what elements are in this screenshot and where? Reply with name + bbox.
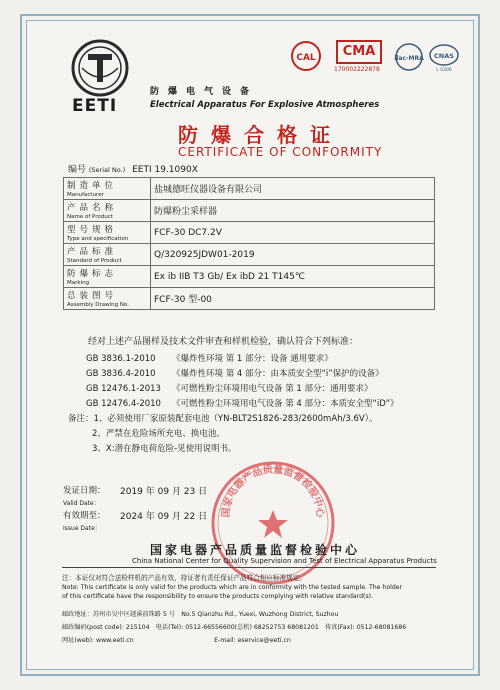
- standard-value: Q/320925JDW01-2019: [151, 244, 435, 266]
- ilac-mark-icon: [394, 42, 424, 72]
- standard-item: GB 3836.4-2010 《爆炸性环境 第 4 部分：由本质安全型“i”保护的设备》: [86, 369, 384, 379]
- authority-name-en: China National Center for Quality Supervision and Test of Electrical Apparatus Products: [132, 557, 437, 565]
- valid-date-label: 有效期至： Issue Date：: [63, 511, 106, 532]
- official-seal-icon: [208, 458, 338, 588]
- footer-address: 邮政地址：苏州市吴中区越溪前珠路 5 号 No.5 Qianzhu Rd., Yuexi, Wuzhong District, Suzhou: [62, 611, 339, 618]
- subtitle-cn: 防爆电气设备: [150, 87, 259, 97]
- table-row: 产品标准 Standard of Product Q/320925JDW01-2019: [64, 244, 435, 266]
- conformity-intro: 经对上述产品图样及技术文件审查和样机检验，确认符合下列标准：: [88, 337, 359, 347]
- manufacturer-value: 盐城德旺仪器设备有限公司: [151, 178, 435, 200]
- table-row: 防爆标志 Marking Ex ib IIB T3 Gb/ Ex ibD 21 T145℃: [64, 266, 435, 288]
- remark-2: 2、严禁在危险场所充电、换电池。: [92, 429, 225, 439]
- cma-code: 170002222878: [334, 66, 380, 73]
- remark-1: 备注：1、必须使用厂家原装配套电池（YN-BLT2S1826-283/2600mAh/3.6V）。: [68, 414, 378, 424]
- table-row: 总装图号 Assembly Drawing No. FCF-30 型-00: [64, 288, 435, 310]
- cal-mark-icon: [290, 40, 322, 72]
- table-row: 型号规格 Type and specification FCF-30 DC7.2V: [64, 222, 435, 244]
- issue-date-value: 2019 年 09 月 23 日: [120, 487, 208, 497]
- subtitle-en: Electrical Apparatus For Explosive Atmospheres: [150, 100, 380, 110]
- product-info-table: [63, 177, 435, 310]
- svg-text:CNAS: CNAS: [434, 52, 454, 60]
- marking-value: Ex ib IIB T3 Gb/ Ex ibD 21 T145℃: [151, 266, 435, 288]
- type-spec-value: FCF-30 DC7.2V: [151, 222, 435, 244]
- serial-value: EETI 19.1090X: [132, 165, 198, 175]
- remark-3: 3、X:潜在静电荷危险-见使用说明书。: [92, 444, 237, 454]
- cma-mark-icon: CMA: [336, 40, 382, 64]
- footer-contact-1: 邮政编码(post code): 215104 电话(Tel): 0512-66556600(总机) 68252753 68081201 传真(Fax): 0512-68081686: [62, 624, 407, 631]
- svg-text:ilac-MRA: ilac-MRA: [394, 55, 424, 62]
- serial-label-en: (Serial No.): [88, 166, 126, 174]
- issue-date-label: 发证日期： Valid Date：: [63, 486, 106, 507]
- accreditation-marks: [290, 40, 460, 80]
- svg-text:国家电器产品质量监督检验中心: 国家电器产品质量监督检验中心: [220, 464, 326, 519]
- footer-note-cn: 注：本证仅对符合送检样机的产品有效，持证者有责任保证产品符合相应标准规定。: [62, 574, 306, 582]
- divider: [62, 567, 436, 568]
- standard-item: GB 12476.4-2010 《可燃性粉尘环境用电气设备 第 4 部分：本质安全型“iD”》: [86, 399, 399, 409]
- eeti-logo-icon: [70, 38, 130, 98]
- footer-contact-2: 网址(web): www.eeti.cn E-mail: eservice@eeti.cn: [62, 637, 291, 644]
- title-cn: 防爆合格证: [178, 123, 343, 147]
- cnas-mark-icon: [428, 42, 460, 72]
- product-name-value: 防爆粉尘采样器: [151, 200, 435, 222]
- table-row: 产品名称 Name of Product 防爆粉尘采样器: [64, 200, 435, 222]
- title-en: CERTIFICATE OF CONFORMITY: [178, 145, 383, 159]
- org-mark: EETI: [72, 96, 118, 116]
- standard-item: GB 12476.1-2013 《可燃性粉尘环境用电气设备 第 1 部分：通用要求》: [86, 384, 373, 394]
- serial-number: [68, 162, 198, 175]
- authority-name-cn: 国家电器产品质量监督检验中心: [150, 543, 361, 557]
- svg-text:L 0306: L 0306: [436, 68, 452, 72]
- footer-note-en-1: Note: This certificate is only valid for the products which are in conformity with the tested sample. The holder: [62, 584, 403, 591]
- serial-label-cn: 编号: [68, 165, 87, 175]
- standard-item: GB 3836.1-2010 《爆炸性环境 第 1 部分：设备 通用要求》: [86, 354, 333, 364]
- svg-text:CAL: CAL: [296, 53, 316, 63]
- table-row: 制造单位 Manufacturer 盐城德旺仪器设备有限公司: [64, 178, 435, 200]
- footer-note-en-2: of this certificate have the responsibility to ensure the products complying with relative standard(s).: [62, 593, 374, 600]
- drawing-no-value: FCF-30 型-00: [151, 288, 435, 310]
- valid-date-value: 2024 年 09 月 22 日: [120, 512, 208, 522]
